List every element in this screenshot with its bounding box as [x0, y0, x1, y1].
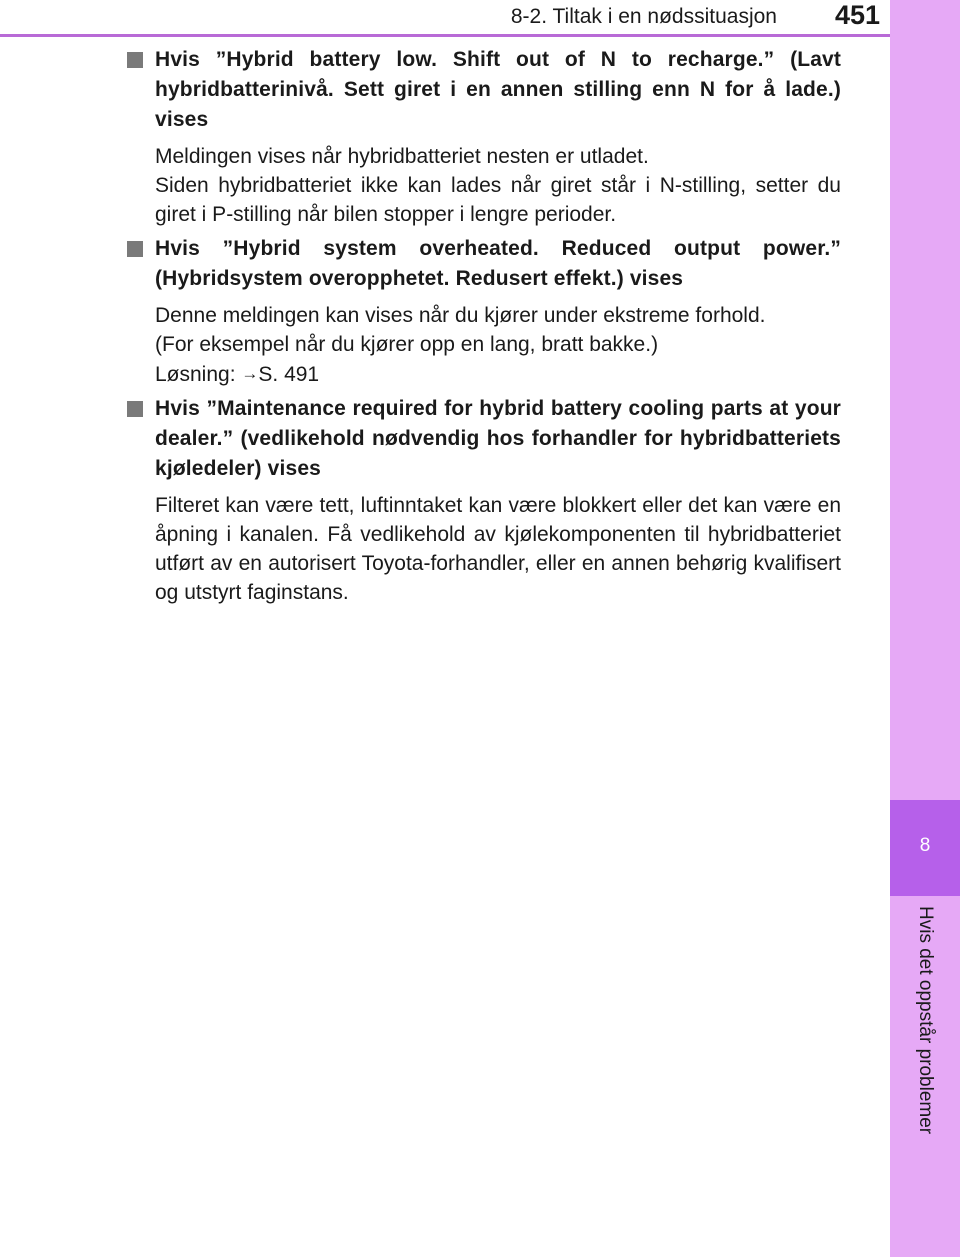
section-body — [127, 301, 841, 389]
section-heading — [127, 234, 841, 294]
section-cooling-maintenance — [127, 394, 841, 607]
square-bullet-icon — [127, 52, 143, 68]
square-bullet-icon — [127, 401, 143, 417]
section-heading — [127, 45, 841, 135]
body-line: Denne meldingen kan vises når du kjører under ekstreme forhold. — [155, 304, 766, 327]
section-heading-text: Hvis ”Hybrid battery low. Shift out of N to recharge.” (Lavt hybridbatterinivå. Sett giret i en annen stilling enn N for å lade.) vises — [155, 48, 841, 131]
square-bullet-icon — [127, 241, 143, 257]
arrow-right-icon: → — [241, 364, 259, 383]
solution-line — [155, 359, 841, 389]
section-heading-text: Hvis ”Maintenance required for hybrid battery cooling parts at your dealer.” (vedlikehold nødvendig hos forhandler for hybridbatteriets kjøledeler) vises — [155, 397, 841, 480]
solution-label: Løsning: — [155, 363, 236, 386]
section-hybrid-system-overheated — [127, 234, 841, 389]
page-number: 451 — [834, 0, 880, 30]
section-body — [127, 491, 841, 607]
section-heading-text: Hvis ”Hybrid system overheated. Reduced output power.” (Hybridsystem overopphetet. Redusert effekt.) vises — [155, 237, 841, 290]
page-reference-link[interactable]: S. 491 — [258, 363, 320, 386]
chapter-number: 8 — [919, 835, 931, 856]
page-content — [127, 45, 841, 612]
body-line: Siden hybridbatteriet ikke kan lades når giret står i N-stilling, setter du giret i P-stilling når bilen stopper i lengre perioder. — [155, 174, 841, 226]
section-heading — [127, 394, 841, 484]
chapter-title: Hvis det oppstår problemer — [915, 906, 936, 1135]
header-section-title: 8-2. Tiltak i en nødssituasjon — [510, 5, 777, 28]
body-line: Filteret kan være tett, luftinntaket kan være blokkert eller det kan være en åpning i kanalen. Få vedlikehold av kjølekomponenten til hybridbatteriet utført av en autorisert Toyota-forhandler, eller en annen behørig kvalifisert og utstyrt faginstans. — [155, 494, 841, 604]
section-body — [127, 142, 841, 229]
section-hybrid-battery-low — [127, 45, 841, 229]
body-line: Meldingen vises når hybridbatteriet nesten er utladet. — [155, 145, 649, 168]
body-line: (For eksempel når du kjører opp en lang, bratt bakke.) — [155, 333, 659, 356]
header-divider — [0, 34, 890, 37]
